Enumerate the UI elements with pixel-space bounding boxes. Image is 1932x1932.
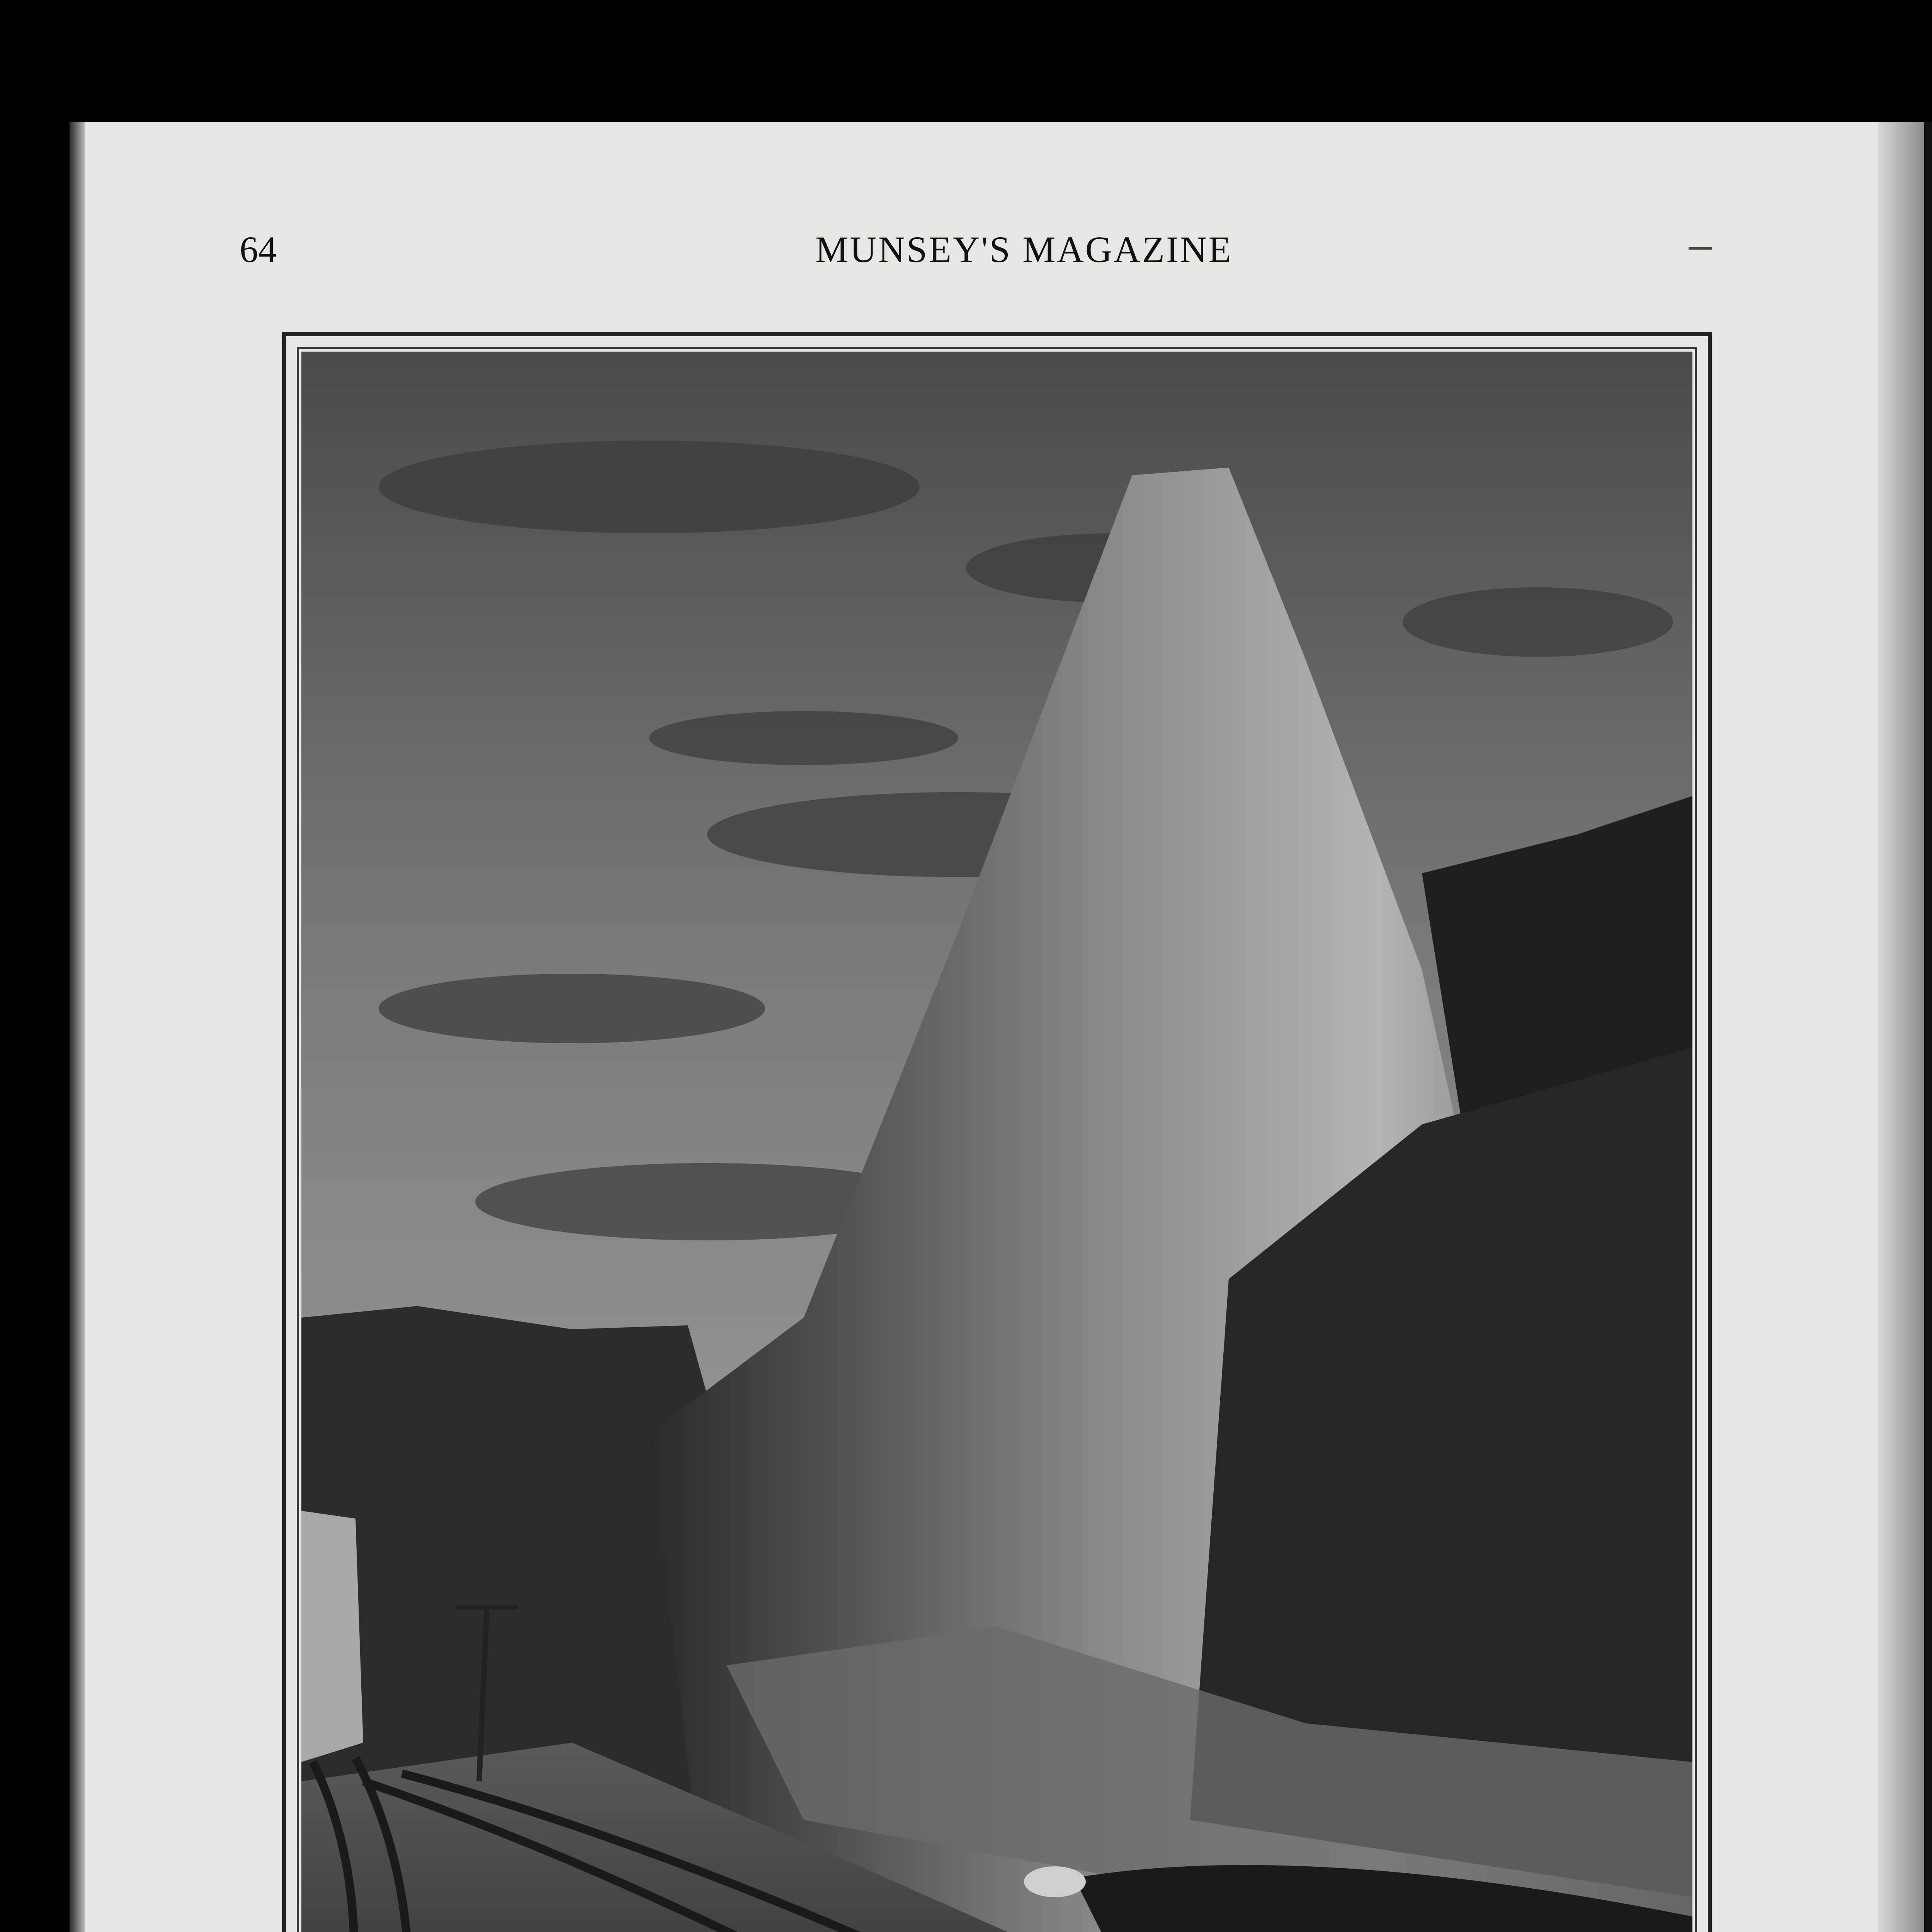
running-head-title: MUNSEY'S MAGAZINE [815, 229, 1233, 270]
rock-pinnacle-illustration [301, 352, 1692, 1932]
book-spine [1924, 122, 1932, 1932]
page-number: 64 [240, 229, 277, 270]
page-edge-right [1878, 122, 1924, 1932]
header-mark [1689, 247, 1712, 250]
canyon-photograph [301, 352, 1692, 1932]
page-edge-left [70, 122, 85, 1932]
